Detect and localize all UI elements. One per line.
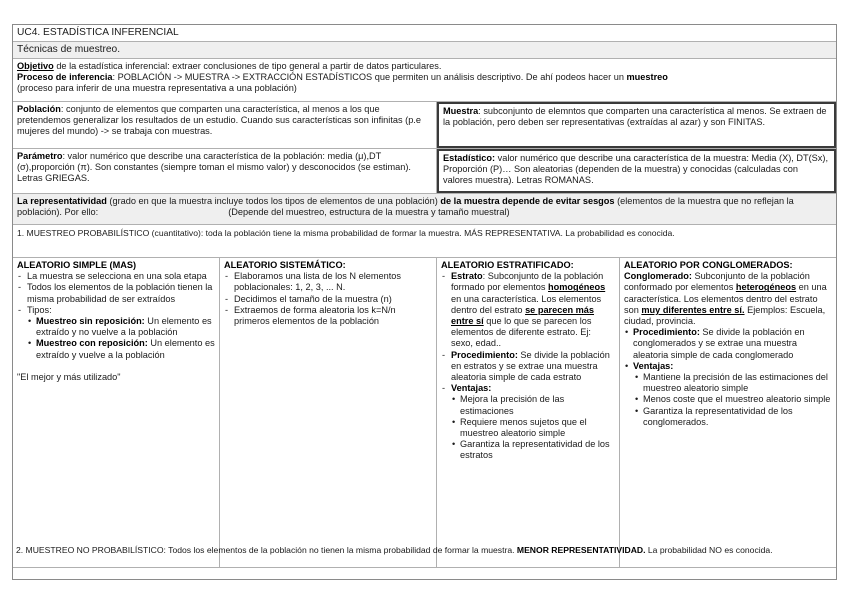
list-item: - La muestra se selecciona en una sola etapa [17,271,215,282]
list-item [441,350,615,384]
estrato-text-a: : Subconjunto de la población formado por elementos [451,271,604,293]
list-item: • Garantiza la representatividad de los conglomerados. [634,406,832,428]
estrato-label: Estrato [451,271,483,282]
estadistico-text: valor numérico que describe una característica de la muestra: Media (X), DT(Sx), Proporción (P)… Son aleatorias (dependen de la muestra) y conocidas (calculadas con valores muestra). Letras ROMANAS. [443,153,828,186]
conglomerados-ventajas-list [624,372,832,428]
aleatorio-conglomerados-cell [620,258,836,567]
conglomerado-heterogeneos: heterogéneos [735,282,797,293]
list-item: - Decidimos el tamaño de la muestra (n) [224,294,432,305]
objective-row [13,59,836,102]
conglomerados-proc-label: Procedimiento: [633,327,700,338]
no-probabilistico-row [13,568,836,579]
estadistico-label: Estadístico: [443,153,496,163]
estrato-text-c: que lo que se parecen los elementos de diferente estrato. Ej: sexo, edad.. [451,316,592,349]
no-probabilistico-text [16,545,831,556]
representatividad-label: La representatividad [17,196,107,206]
estratificado-proc-label: Procedimiento: [451,349,518,360]
estrato-text-b: en una característica. Los elementos dentro del estrato [451,293,602,315]
no-probabilistico-b: La probabilidad NO es conocida. [645,545,773,555]
list-item [27,316,215,338]
estrato-homogeneos: homogéneos [548,282,606,293]
poblacion-text: : conjunto de elementos que comparten una característica, al menos a los que pretendemos generalizar los resultados de un estudio. Cuando sus características son infinitas (p.e mujeres del mundo) -> se trabaja con muestras. [17,104,421,137]
list-item: • Mantiene la precisión de las estimaciones del muestreo aleatorio simple [634,372,832,394]
conglomerado-definition [624,271,832,327]
simple-types-list [17,316,215,361]
list-item: - Todos los elementos de la población tienen la misma probabilidad de ser extraídos [17,282,215,304]
muestra-text: : subconjunto de elemntos que comparten una característica al menos. Se extraen de la población, pero deben ser representativas (extraídas al azar) y son FINITAS. [443,106,827,128]
estratificado-proc-text: Se divide la población en estratos y se extrae una muestra aleatoria simple de cada estrato [451,349,610,383]
unit-title: UC4. ESTADÍSTICA INFERENCIAL [17,27,179,38]
list-item: - Elaboramos una lista de los N elementos poblacionales: 1, 2, 3, ... N. [224,271,432,293]
objective-label: Objetivo [17,61,54,71]
conglomerados-list [624,327,832,372]
methods-row [13,258,836,568]
conglomerado-label: Conglomerado: [624,271,692,282]
aleatorio-estratificado-cell [437,258,620,567]
conglomerado-muy-diferentes: muy diferentes entre sí. [641,304,745,315]
list-item [27,338,215,360]
subtitle-row [13,42,836,59]
con-reposicion-text: Un elemento es extraído y vuelve a la población [36,338,215,360]
list-item [624,327,832,361]
poblacion-cell [13,102,437,148]
process-text: : POBLACIÓN -> MUESTRA -> EXTRACCIÓN ESTADÍSTICOS que permiten un análisis descriptivo. De ahí podeos hacer un [112,72,627,83]
conglomerados-ventajas-label: Ventajas: [633,360,674,371]
process-bold: muestreo [626,72,668,83]
probabilistico-title-row [13,225,836,258]
list-item: • Mejora la precisión de las estimaciones [451,394,615,416]
sistematico-heading: ALEATORIO SISTEMÁTICO: [224,260,346,270]
poblacion-label: Población [17,104,61,114]
estratificado-ventajas-list [441,394,615,461]
estratificado-heading: ALEATORIO ESTRATIFICADO: [441,260,574,270]
estadistico-cell [437,149,836,193]
sin-reposicion-label: Muestreo sin reposición: [36,316,145,327]
no-probabilistico-bold: MENOR REPRESENTATIVIDAD. [516,545,646,555]
objective-line [17,61,832,72]
representatividad-row [13,194,836,225]
muestra-cell [437,102,836,148]
probabilistico-title: 1. MUESTREO PROBABILÍSTICO (cuantitativo): toda la población tiene la misma probabilidad de formar la muestra. MÁS REPRESENTATIVA. La probabilidad es conocida. [17,228,675,238]
subtitle: Técnicas de muestreo. [17,44,121,55]
representatividad-depends: (Depende del muestreo, estructura de la muestra y tamaño muestral) [228,207,510,218]
process-label: Proceso de inferencia [17,72,113,83]
simple-heading: ALEATORIO SIMPLE (MAS) [17,260,137,270]
objective-text: de la estadística inferencial: extraer conclusiones de tipo general a partir de datos particulares. [53,61,442,71]
representatividad-tail: (elementos de la muestra que no reflejan la población). Por ello: [17,196,794,218]
simple-list [17,271,215,316]
parametro-estadistico-row [13,149,836,194]
estratificado-list [441,271,615,394]
aleatorio-simple-cell [13,258,220,567]
sistematico-list [224,271,432,327]
simple-quote: "El mejor y más utilizado" [17,371,121,382]
list-item [624,361,832,372]
estrato-parecen: se parecen más entre sí [451,304,595,327]
sin-reposicion-text: Un elemento es extraído y no vuelve a la población [36,316,212,338]
parametro-cell [13,149,437,193]
unit-title-row [13,25,836,42]
process-note: (proceso para inferir de una muestra representativa a una población) [17,83,297,94]
aleatorio-sistematico-cell [220,258,437,567]
list-item: • Garantiza la representatividad de los estratos [451,439,615,461]
no-probabilistico-a: 2. MUESTREO NO PROBABILÍSTICO: Todos los elementos de la población no tienen la misma probabilidad de formar la muestra. [16,545,517,555]
conglomerados-proc-text: Se divide la población en conglomerados y se extrae una muestra aleatoria simple de cada conglomerado [633,327,805,360]
parametro-label: Parámetro [17,151,63,161]
conglomerados-heading: ALEATORIO POR CONGLOMERADOS: [624,260,793,270]
con-reposicion-label: Muestreo con reposición: [36,338,148,349]
estratificado-ventajas-label: Ventajas: [451,383,492,394]
conglomerado-text-c: Ejemplos: Escuela, ciudad, provincia. [624,304,826,327]
list-item: • Menos coste que el muestreo aleatorio simple [634,394,832,405]
representatividad-text: (grado en que la muestra incluye todos los tipos de elementos de una población) [106,196,441,206]
list-item: - Extraemos de forma aleatoria los k=N/n primeros elementos de la población [224,305,432,327]
conglomerado-text-a: Subconjunto de la población conformado por elementos [624,271,810,293]
notes-table [12,24,837,580]
list-item [441,271,615,349]
list-item [441,383,615,394]
muestra-label: Muestra [443,106,479,116]
representatividad-bold: de la muestra depende de evitar sesgos [440,196,615,206]
process-line [17,72,832,83]
poblacion-muestra-row [13,102,836,149]
parametro-text: : valor numérico que describe una característica de la población: media (μ),DT (σ),proporción (π). Son constantes (siempre toman el mismo valor) y desconocidos (se estiman). Letras GRIEGAS. [17,151,411,184]
list-item: - Tipos: [17,305,215,316]
list-item: • Requiere menos sujetos que el muestreo aleatorio simple [451,417,615,439]
conglomerado-text-b: en una característica. Los elementos dentro del estrato son [624,282,827,315]
